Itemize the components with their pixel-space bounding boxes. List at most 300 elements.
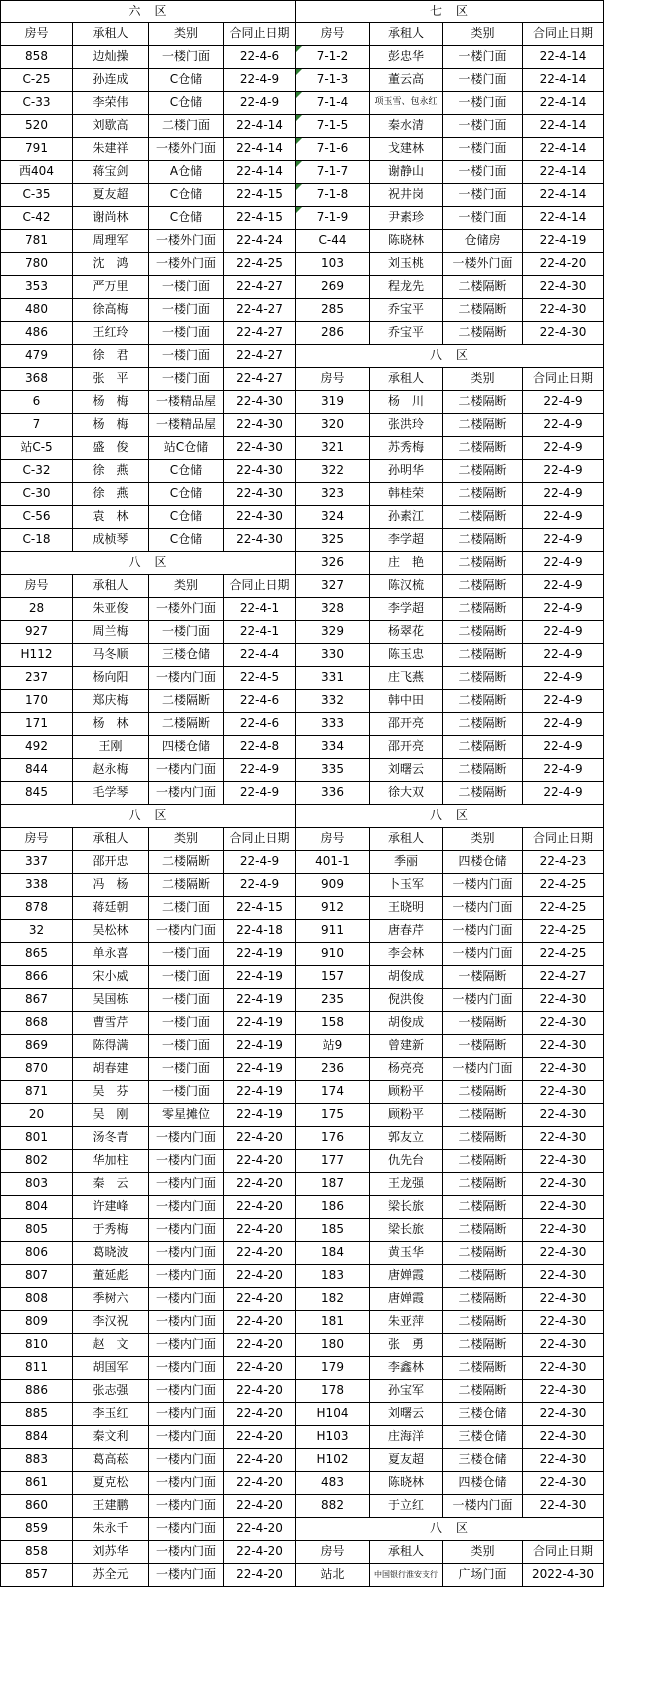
tenant-cell: 孙宝军 (370, 1380, 443, 1403)
tenant-cell: 蒋宝剑 (73, 161, 149, 184)
table-row (0, 621, 656, 644)
end-date-cell: 22-4-9 (224, 782, 296, 805)
category-cell: 一楼隔断 (443, 966, 523, 989)
table-row (0, 460, 656, 483)
room-number-cell: 187 (296, 1173, 370, 1196)
end-date-cell: 22-4-30 (523, 1380, 604, 1403)
end-date-cell: 22-4-9 (224, 874, 296, 897)
room-number-cell: 867 (0, 989, 73, 1012)
category-cell: 三楼仓储 (443, 1449, 523, 1472)
end-date-cell: 22-4-30 (523, 1357, 604, 1380)
table-row (0, 414, 656, 437)
table-row (0, 138, 656, 161)
category-cell: 一楼内门面 (149, 1196, 224, 1219)
room-number-cell: C-44 (296, 230, 370, 253)
room-number-cell: 807 (0, 1265, 73, 1288)
room-number-cell: 房号 (296, 828, 370, 851)
room-number-cell: 912 (296, 897, 370, 920)
tenant-cell: 单永喜 (73, 943, 149, 966)
end-date-cell: 22-4-27 (224, 276, 296, 299)
end-date-cell: 22-4-14 (224, 161, 296, 184)
category-cell: 二楼隔断 (443, 414, 523, 437)
end-date-cell: 22-4-1 (224, 598, 296, 621)
table-row (0, 299, 656, 322)
category-cell: 一楼外门面 (149, 253, 224, 276)
category-cell: 一楼门面 (149, 46, 224, 69)
tenant-cell: 季树六 (73, 1288, 149, 1311)
category-cell: 二楼隔断 (443, 506, 523, 529)
category-cell: 二楼隔断 (149, 713, 224, 736)
category-cell: 二楼隔断 (443, 690, 523, 713)
tenant-cell: 张 勇 (370, 1334, 443, 1357)
room-number-cell: 323 (296, 483, 370, 506)
end-date-cell: 22-4-30 (523, 1150, 604, 1173)
end-date-cell: 22-4-25 (523, 897, 604, 920)
room-number-cell: 28 (0, 598, 73, 621)
room-number-cell: 865 (0, 943, 73, 966)
room-number-cell: 175 (296, 1104, 370, 1127)
end-date-cell: 22-4-20 (224, 1541, 296, 1564)
room-number-cell: H104 (296, 1403, 370, 1426)
tenant-cell: 杨 川 (370, 391, 443, 414)
room-number-cell: 7-1-6 (296, 138, 370, 161)
tenant-cell: 顾粉平 (370, 1104, 443, 1127)
end-date-cell: 22-4-9 (523, 598, 604, 621)
end-date-cell: 22-4-25 (523, 943, 604, 966)
end-date-cell: 22-4-9 (523, 713, 604, 736)
end-date-cell: 22-4-30 (224, 460, 296, 483)
table-row (0, 276, 656, 299)
room-number-cell: 883 (0, 1449, 73, 1472)
tenant-cell: 承租人 (370, 828, 443, 851)
table-row (0, 1357, 656, 1380)
room-number-cell: 884 (0, 1426, 73, 1449)
end-date-cell: 22-4-27 (224, 368, 296, 391)
category-cell: 二楼隔断 (443, 644, 523, 667)
end-date-cell: 22-4-20 (523, 253, 604, 276)
end-date-cell: 22-4-20 (224, 1518, 296, 1541)
table-row (0, 1449, 656, 1472)
end-date-cell: 22-4-1 (224, 621, 296, 644)
tenant-cell: 赵 文 (73, 1334, 149, 1357)
room-number-cell: 180 (296, 1334, 370, 1357)
category-cell: 一楼隔断 (443, 1035, 523, 1058)
end-date-cell: 22-4-14 (523, 184, 604, 207)
category-cell: 二楼隔断 (443, 1288, 523, 1311)
tenant-cell: 胡俊成 (370, 966, 443, 989)
room-number-cell: 170 (0, 690, 73, 713)
room-number-cell: 房号 (0, 828, 73, 851)
end-date-cell: 22-4-20 (224, 1127, 296, 1150)
end-date-cell: 22-4-30 (523, 1265, 604, 1288)
room-number-cell: 802 (0, 1150, 73, 1173)
category-cell: 一楼门面 (149, 322, 224, 345)
district-title: 七 区 (296, 0, 604, 23)
tenant-cell: 葛晓波 (73, 1242, 149, 1265)
end-date-cell: 22-4-30 (224, 483, 296, 506)
category-cell: 二楼隔断 (443, 1104, 523, 1127)
end-date-cell: 22-4-19 (224, 966, 296, 989)
end-date-cell: 22-4-19 (523, 230, 604, 253)
category-cell: 二楼隔断 (443, 713, 523, 736)
table-row (0, 322, 656, 345)
category-cell: 一楼门面 (149, 368, 224, 391)
tenant-cell: 庄海洋 (370, 1426, 443, 1449)
end-date-cell: 22-4-30 (523, 1173, 604, 1196)
room-number-cell: 869 (0, 1035, 73, 1058)
category-cell: 一楼门面 (443, 69, 523, 92)
category-cell: 一楼外门面 (149, 230, 224, 253)
tenant-cell: 乔宝平 (370, 322, 443, 345)
tenant-cell: 谢静山 (370, 161, 443, 184)
room-number-cell: 911 (296, 920, 370, 943)
tenant-cell: 孙素江 (370, 506, 443, 529)
tenant-cell: 李玉红 (73, 1403, 149, 1426)
tenant-cell: 邵开亮 (370, 736, 443, 759)
tenant-cell: 朱亚俊 (73, 598, 149, 621)
room-number-cell: 520 (0, 115, 73, 138)
tenant-cell: 严万里 (73, 276, 149, 299)
end-date-cell: 22-4-9 (523, 621, 604, 644)
end-date-cell: 22-4-19 (224, 1012, 296, 1035)
end-date-cell: 22-4-24 (224, 230, 296, 253)
end-date-cell: 22-4-30 (523, 1495, 604, 1518)
category-cell: 一楼内门面 (443, 1058, 523, 1081)
room-number-cell: 7-1-8 (296, 184, 370, 207)
end-date-cell: 22-4-19 (224, 989, 296, 1012)
table-row (0, 1288, 656, 1311)
end-date-cell: 22-4-14 (523, 161, 604, 184)
tenant-cell: 杨 梅 (73, 391, 149, 414)
tenant-cell: 承租人 (370, 23, 443, 46)
tenant-cell: 胡春建 (73, 1058, 149, 1081)
end-date-cell: 22-4-30 (523, 989, 604, 1012)
category-cell: 二楼门面 (149, 115, 224, 138)
end-date-cell: 22-4-30 (523, 1035, 604, 1058)
tenant-cell: 徐高梅 (73, 299, 149, 322)
room-number-cell: 房号 (296, 23, 370, 46)
end-date-cell: 22-4-27 (523, 966, 604, 989)
comment-marker-icon (296, 161, 302, 167)
tenant-cell: 孙明华 (370, 460, 443, 483)
tenant-cell: 吴松林 (73, 920, 149, 943)
tenant-cell: 徐 燕 (73, 483, 149, 506)
category-cell: 一楼门面 (149, 966, 224, 989)
comment-marker-icon (296, 184, 302, 190)
end-date-cell: 22-4-6 (224, 690, 296, 713)
table-row (0, 437, 656, 460)
end-date-cell: 22-4-20 (224, 1357, 296, 1380)
tenant-cell: 承租人 (370, 1541, 443, 1564)
category-cell: 一楼门面 (149, 276, 224, 299)
category-cell: 二楼隔断 (149, 851, 224, 874)
end-date-cell: 22-4-14 (523, 207, 604, 230)
room-number-cell: 房号 (0, 23, 73, 46)
room-number-cell: 810 (0, 1334, 73, 1357)
end-date-cell: 22-4-30 (523, 1081, 604, 1104)
category-cell: 二楼隔断 (443, 437, 523, 460)
tenant-cell: 郭友立 (370, 1127, 443, 1150)
table-row (0, 46, 656, 69)
end-date-cell: 22-4-9 (523, 736, 604, 759)
end-date-cell: 22-4-20 (224, 1288, 296, 1311)
table-row (0, 598, 656, 621)
tenant-cell: 邵开亮 (370, 713, 443, 736)
table-row (0, 1426, 656, 1449)
room-number-cell: 7 (0, 414, 73, 437)
category-cell: 四楼仓储 (443, 851, 523, 874)
category-cell: 一楼内门面 (149, 1541, 224, 1564)
tenant-cell: 张 平 (73, 368, 149, 391)
category-cell: 类别 (149, 23, 224, 46)
room-number-cell: C-30 (0, 483, 73, 506)
end-date-cell: 22-4-9 (523, 552, 604, 575)
tenant-cell: 程龙先 (370, 276, 443, 299)
category-cell: 二楼隔断 (443, 759, 523, 782)
room-number-cell: 861 (0, 1472, 73, 1495)
category-cell: 一楼门面 (149, 1081, 224, 1104)
category-cell: 一楼门面 (443, 138, 523, 161)
end-date-cell: 22-4-20 (224, 1426, 296, 1449)
table-row (0, 345, 656, 368)
comment-marker-icon (296, 207, 302, 213)
district-title: 六 区 (0, 0, 296, 23)
category-cell: 一楼门面 (443, 161, 523, 184)
table-row (0, 1242, 656, 1265)
tenant-cell: 陈晓林 (370, 1472, 443, 1495)
category-cell: 二楼隔断 (443, 529, 523, 552)
end-date-cell: 2022-4-30 (523, 1564, 604, 1587)
end-date-cell: 22-4-30 (523, 1219, 604, 1242)
tenant-cell: 董云高 (370, 69, 443, 92)
category-cell: 二楼隔断 (443, 276, 523, 299)
tenant-cell: 毛学琴 (73, 782, 149, 805)
category-cell: 一楼门面 (149, 1035, 224, 1058)
end-date-cell: 22-4-20 (224, 1265, 296, 1288)
room-number-cell: 171 (0, 713, 73, 736)
comment-marker-icon (296, 92, 302, 98)
tenant-cell: 张志强 (73, 1380, 149, 1403)
end-date-cell: 22-4-4 (224, 644, 296, 667)
category-cell: 一楼门面 (443, 92, 523, 115)
room-number-cell: 809 (0, 1311, 73, 1334)
end-date-cell: 22-4-9 (523, 782, 604, 805)
room-number-cell: 174 (296, 1081, 370, 1104)
room-number-cell: 811 (0, 1357, 73, 1380)
category-cell: 广场门面 (443, 1564, 523, 1587)
category-cell: 站C仓储 (149, 437, 224, 460)
room-number-cell: C-56 (0, 506, 73, 529)
category-cell: 二楼隔断 (443, 1081, 523, 1104)
room-number-cell: 803 (0, 1173, 73, 1196)
table-row (0, 782, 656, 805)
category-cell: 一楼内门面 (149, 1265, 224, 1288)
end-date-cell: 22-4-30 (523, 1196, 604, 1219)
category-cell: 一楼外门面 (149, 598, 224, 621)
tenant-cell: 王红玲 (73, 322, 149, 345)
category-cell: 一楼内门面 (149, 1288, 224, 1311)
tenant-cell: 葛高菘 (73, 1449, 149, 1472)
end-date-cell: 22-4-8 (224, 736, 296, 759)
tenant-cell: 唐春芹 (370, 920, 443, 943)
category-cell: 类别 (443, 23, 523, 46)
category-cell: 一楼内门面 (149, 1173, 224, 1196)
end-date-cell: 22-4-9 (523, 437, 604, 460)
room-number-cell: 西404 (0, 161, 73, 184)
room-number-cell: 910 (296, 943, 370, 966)
tenant-cell: 刘玉桃 (370, 253, 443, 276)
end-date-cell: 22-4-20 (224, 1334, 296, 1357)
table-row (0, 1127, 656, 1150)
category-cell: 类别 (149, 575, 224, 598)
tenant-cell: 曾建新 (370, 1035, 443, 1058)
tenant-cell: 苏秀梅 (370, 437, 443, 460)
table-row (0, 1219, 656, 1242)
category-cell: 二楼隔断 (443, 322, 523, 345)
category-cell: 二楼隔断 (443, 1127, 523, 1150)
category-cell: C仓储 (149, 69, 224, 92)
end-date-cell: 22-4-30 (523, 1242, 604, 1265)
tenant-cell: 于秀梅 (73, 1219, 149, 1242)
category-cell: 三楼仓储 (443, 1426, 523, 1449)
room-number-cell: 321 (296, 437, 370, 460)
category-cell: 类别 (443, 828, 523, 851)
category-cell: 一楼内门面 (149, 1449, 224, 1472)
room-number-cell: 338 (0, 874, 73, 897)
category-cell: 一楼内门面 (149, 782, 224, 805)
end-date-cell: 22-4-15 (224, 207, 296, 230)
category-cell: 二楼隔断 (443, 1196, 523, 1219)
category-cell: 一楼内门面 (149, 1311, 224, 1334)
end-date-cell: 22-4-30 (523, 1104, 604, 1127)
room-number-cell: 286 (296, 322, 370, 345)
table-row (0, 690, 656, 713)
room-number-cell: 320 (296, 414, 370, 437)
comment-marker-icon (296, 46, 302, 52)
end-date-cell: 22-4-9 (523, 690, 604, 713)
room-number-cell: 6 (0, 391, 73, 414)
category-cell: 二楼隔断 (443, 552, 523, 575)
end-date-cell: 22-4-20 (224, 1242, 296, 1265)
room-number-cell: H112 (0, 644, 73, 667)
room-number-cell: 178 (296, 1380, 370, 1403)
tenant-cell: 季丽 (370, 851, 443, 874)
tenant-cell: 胡俊成 (370, 1012, 443, 1035)
tenant-cell: 王晓明 (370, 897, 443, 920)
category-cell: 一楼门面 (443, 46, 523, 69)
end-date-cell: 22-4-20 (224, 1449, 296, 1472)
tenant-cell: 赵永梅 (73, 759, 149, 782)
tenant-cell: 徐 燕 (73, 460, 149, 483)
end-date-cell: 22-4-27 (224, 345, 296, 368)
room-number-cell: C-32 (0, 460, 73, 483)
end-date-cell: 合同止日期 (523, 1541, 604, 1564)
category-cell: 一楼门面 (149, 943, 224, 966)
room-number-cell: 7-1-2 (296, 46, 370, 69)
room-number-cell: 322 (296, 460, 370, 483)
room-number-cell: 781 (0, 230, 73, 253)
end-date-cell: 22-4-15 (224, 897, 296, 920)
room-number-cell: 804 (0, 1196, 73, 1219)
tenant-cell: 李会林 (370, 943, 443, 966)
category-cell: 二楼隔断 (443, 621, 523, 644)
tenant-cell: 王龙强 (370, 1173, 443, 1196)
category-cell: 一楼门面 (149, 989, 224, 1012)
end-date-cell: 22-4-27 (224, 299, 296, 322)
room-number-cell: 860 (0, 1495, 73, 1518)
end-date-cell: 22-4-9 (523, 759, 604, 782)
room-number-cell: 368 (0, 368, 73, 391)
category-cell: 二楼隔断 (443, 736, 523, 759)
category-cell: 一楼内门面 (149, 1150, 224, 1173)
end-date-cell: 22-4-20 (224, 1495, 296, 1518)
tenant-cell: 董延彪 (73, 1265, 149, 1288)
room-number-cell: 337 (0, 851, 73, 874)
room-number-cell: 158 (296, 1012, 370, 1035)
room-number-cell: 808 (0, 1288, 73, 1311)
room-number-cell: 353 (0, 276, 73, 299)
tenant-cell: 蒋廷朝 (73, 897, 149, 920)
end-date-cell: 22-4-20 (224, 1173, 296, 1196)
room-number-cell: 235 (296, 989, 370, 1012)
tenant-cell: 倪洪俊 (370, 989, 443, 1012)
end-date-cell: 22-4-14 (523, 69, 604, 92)
category-cell: 一楼门面 (443, 184, 523, 207)
room-number-cell: 332 (296, 690, 370, 713)
room-number-cell: 336 (296, 782, 370, 805)
end-date-cell: 22-4-18 (224, 920, 296, 943)
tenant-cell: 朱建祥 (73, 138, 149, 161)
tenant-cell: 刘歇高 (73, 115, 149, 138)
category-cell: A仓储 (149, 161, 224, 184)
table-row (0, 874, 656, 897)
table-row (0, 115, 656, 138)
category-cell: 四楼仓储 (443, 1472, 523, 1495)
category-cell: 一楼内门面 (149, 1242, 224, 1265)
room-number-cell: C-18 (0, 529, 73, 552)
table-row (0, 1311, 656, 1334)
end-date-cell: 22-4-19 (224, 943, 296, 966)
room-number-cell: 326 (296, 552, 370, 575)
end-date-cell: 22-4-14 (224, 138, 296, 161)
category-cell: 一楼内门面 (149, 1334, 224, 1357)
tenant-cell: 尹素珍 (370, 207, 443, 230)
room-number-cell: 857 (0, 1564, 73, 1587)
end-date-cell: 22-4-25 (523, 920, 604, 943)
table-row (0, 851, 656, 874)
table-row (0, 1334, 656, 1357)
tenant-cell: 李汉祝 (73, 1311, 149, 1334)
end-date-cell: 22-4-30 (523, 1311, 604, 1334)
tenant-cell: 韩中田 (370, 690, 443, 713)
tenant-cell: 陈得满 (73, 1035, 149, 1058)
category-cell: 二楼隔断 (443, 391, 523, 414)
category-cell: C仓储 (149, 506, 224, 529)
category-cell: 一楼内门面 (443, 989, 523, 1012)
end-date-cell: 22-4-9 (224, 92, 296, 115)
room-number-cell: 882 (296, 1495, 370, 1518)
room-number-cell: 806 (0, 1242, 73, 1265)
category-cell: 一楼内门面 (149, 1380, 224, 1403)
table-row (0, 552, 656, 575)
table-row (0, 368, 656, 391)
category-cell: 一楼门面 (443, 207, 523, 230)
category-cell: 一楼内门面 (149, 1127, 224, 1150)
end-date-cell: 22-4-30 (523, 1127, 604, 1150)
table-row (0, 1403, 656, 1426)
district-title: 八 区 (296, 1518, 604, 1541)
end-date-cell: 22-4-30 (523, 1403, 604, 1426)
